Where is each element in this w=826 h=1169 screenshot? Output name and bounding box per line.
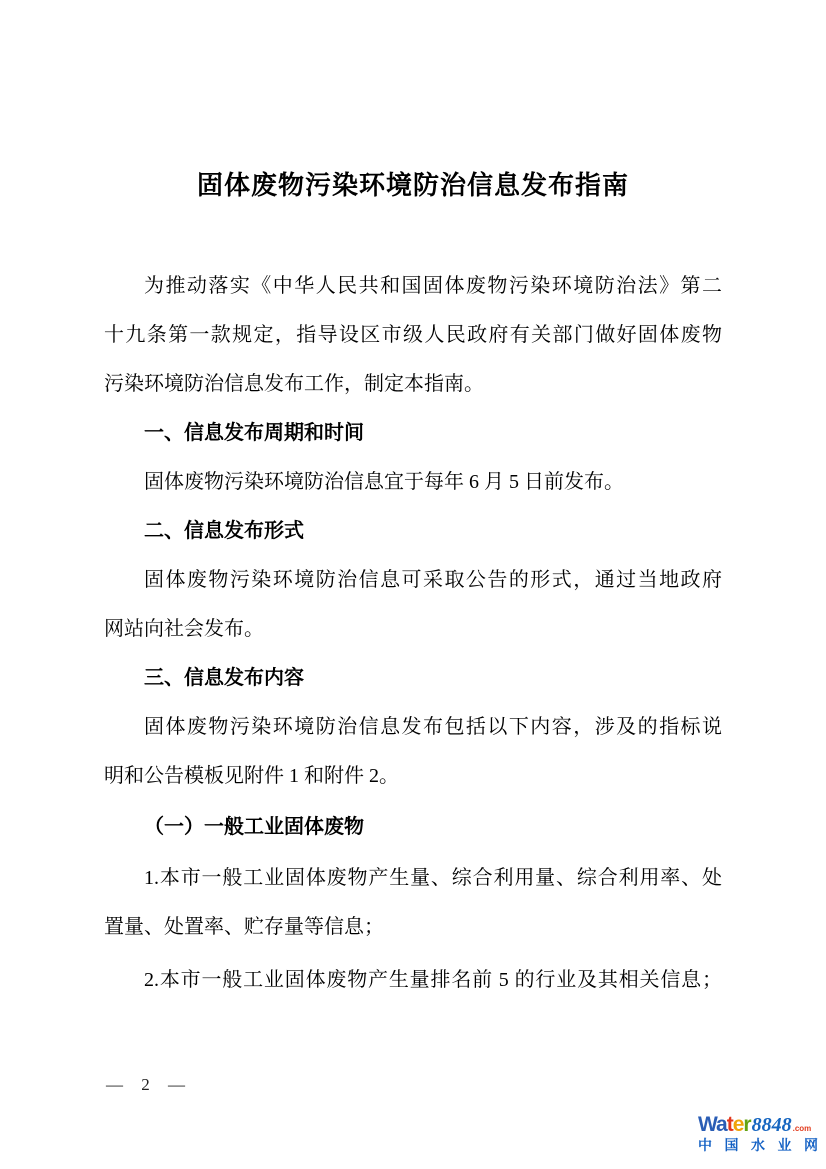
brand-letter: r: [743, 1113, 751, 1136]
section-heading: 三、信息发布内容: [144, 667, 304, 689]
page-number: — 2 —: [106, 1075, 187, 1094]
subsection-1-heading: [104, 803, 722, 852]
text-line: 1.本市一般工业固体废物产生量、综合利用量、综合利用率、处: [144, 867, 722, 889]
water8848-logo: [698, 1114, 818, 1152]
text-line: 明和公告模板见附件 1 和附件 2。: [104, 765, 399, 787]
brand-letter: e: [732, 1113, 744, 1136]
text-line: 十九条第一款规定，指导设区市级人民政府有关部门做好固体废物: [104, 324, 722, 346]
site-name: 中国水业网: [698, 1137, 818, 1153]
text-line: 2.本市一般工业固体废物产生量排名前 5 的行业及其相关信息；: [144, 969, 722, 991]
section-2: [104, 507, 722, 556]
text-line: 污染环境防治信息发布工作，制定本指南。: [104, 373, 484, 395]
paragraph-intro: [104, 262, 722, 409]
section-1-body: [104, 458, 722, 507]
text-line: 为推动落实《中华人民共和国固体废物污染环境防治法》第二: [144, 275, 722, 297]
section-heading: 二、信息发布形式: [144, 520, 304, 542]
brand-letter: t: [726, 1113, 733, 1136]
water8848-wordmark: [698, 1114, 818, 1135]
section-1: [104, 409, 722, 458]
list-item-2: [104, 956, 722, 1005]
page-title: 固体废物污染环境防治信息发布指南: [196, 170, 629, 200]
brand-tld: .com: [792, 1124, 812, 1133]
text-line: 固体废物污染环境防治信息可采取公告的形式，通过当地政府: [144, 569, 722, 591]
text-line: 网站向社会发布。: [104, 618, 264, 640]
text-line: 固体废物污染环境防治信息宜于每年 6 月 5 日前发布。: [144, 471, 624, 493]
section-heading: 一、信息发布周期和时间: [144, 422, 364, 444]
document-body: [104, 262, 722, 1005]
list-item-1: [104, 854, 722, 952]
section-2-body: [104, 556, 722, 654]
text-line: 固体废物污染环境防治信息发布包括以下内容，涉及的指标说: [144, 716, 722, 738]
brand-letter: a: [716, 1113, 727, 1136]
brand-letter: W: [698, 1113, 717, 1136]
brand-word: [698, 1114, 751, 1135]
section-3-body: [104, 703, 722, 801]
section-3: [104, 654, 722, 703]
brand-number: 8848: [751, 1114, 792, 1136]
text-line: 置量、处置率、贮存量等信息；: [104, 916, 384, 938]
subsection-heading: （一）一般工业固体废物: [144, 816, 364, 838]
